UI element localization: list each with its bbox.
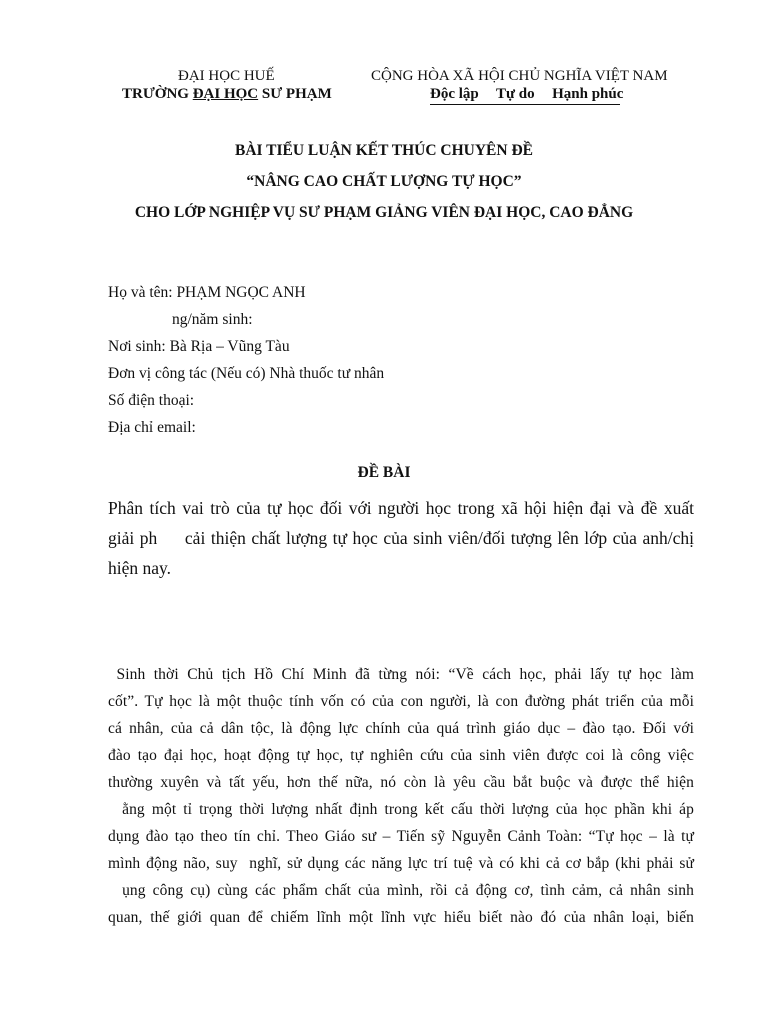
body-line-4: đào tạo đại học, hoạt động tự học, tự nghiên cứu của sinh viên được coi là công việc [108,747,694,764]
essay-title-line-2: “NÂNG CAO CHẤT LƯỢNG TỰ HỌC” [246,173,522,190]
essay-title-line-1: BÀI TIỂU LUẬN KẾT THÚC CHUYÊN ĐỀ [234,142,533,159]
motto-freedom: Tự do [495,86,535,102]
workplace: Đơn vị công tác (Nếu có) Nhà thuốc tư nhân [108,365,385,382]
body-line-7: dụng đào tạo theo tín chỉ. Theo Giáo sư – Tiến sỹ Nguyễn Cảnh Toàn: “Tự học – là tự [108,828,694,845]
republic-name: CỘNG HÒA XÃ HỘI CHỦ NGHĨA VIỆT NAM [371,68,668,84]
university-name: ĐẠI HỌC HUẾ [178,68,275,84]
body-line-8: mình động não, suy nghĩ, sử dụng các năng lực trí tuệ và có khi cả cơ bắp (khi phải sử [108,855,694,872]
section-heading: ĐỀ BÀI [357,464,411,481]
body-line-2: cốt”. Tự học là một thuộc tính vốn có của con người, là con đường phát triển của mỗi [108,693,694,710]
body-line-5: thường xuyên và tất yếu, hơn thế nữa, nó còn là yêu cầu bắt buộc và được thể hiện [108,774,694,791]
essay-title-line-3: CHO LỚP NGHIỆP VỤ SƯ PHẠM GIẢNG VIÊN ĐẠI HỌC, CAO ĐẲNG [134,204,634,221]
national-motto [430,86,623,103]
body-line-9: ụng công cụ) cùng các phẩm chất của mình, rồi cả động cơ, tình cảm, cả nhân sinh [108,882,694,899]
school-name-suffix: SƯ PHẠM [258,86,332,102]
email-address: Địa chỉ email: [108,419,196,436]
motto-underline [430,104,620,105]
phone-number: Số điện thoại: [108,392,195,409]
task-line-3: hiện nay. [108,558,172,578]
date-of-birth: ng/năm sinh: [172,311,253,328]
body-line-10: quan, thế giới quan để chiếm lĩnh một lĩnh vực hiểu biết nào đó của nhân loại, biến [108,909,694,926]
body-line-1: Sinh thời Chủ tịch Hồ Chí Minh đã từng nói: “Về cách học, phải lấy tự học làm [108,666,694,683]
school-name [122,86,332,103]
body-line-3: cá nhân, của cả dân tộc, là động lực chính của quá trình giáo dục – đào tạo. Đối với [108,720,694,737]
motto-happiness: Hạnh phúc [552,86,624,102]
task-line-1: Phân tích vai trò của tự học đối với người học trong xã hội hiện đại và đề xuất [108,498,694,518]
student-name: Họ và tên: PHẠM NGỌC ANH [108,284,306,301]
motto-independence: Độc lập [430,86,479,102]
school-name-underlined: ĐẠI HỌC [192,86,259,102]
birthplace: Nơi sinh: Bà Rịa – Vũng Tàu [108,338,290,355]
school-name-prefix: TRƯỜNG [122,86,193,102]
task-line-2: giải ph cải thiện chất lượng tự học của sinh viên/đối tượng lên lớp của anh/chị [108,528,694,548]
body-line-6: ằng một tỉ trọng thời lượng nhất định trong kết cấu thời lượng của học phần khi áp [108,801,694,818]
